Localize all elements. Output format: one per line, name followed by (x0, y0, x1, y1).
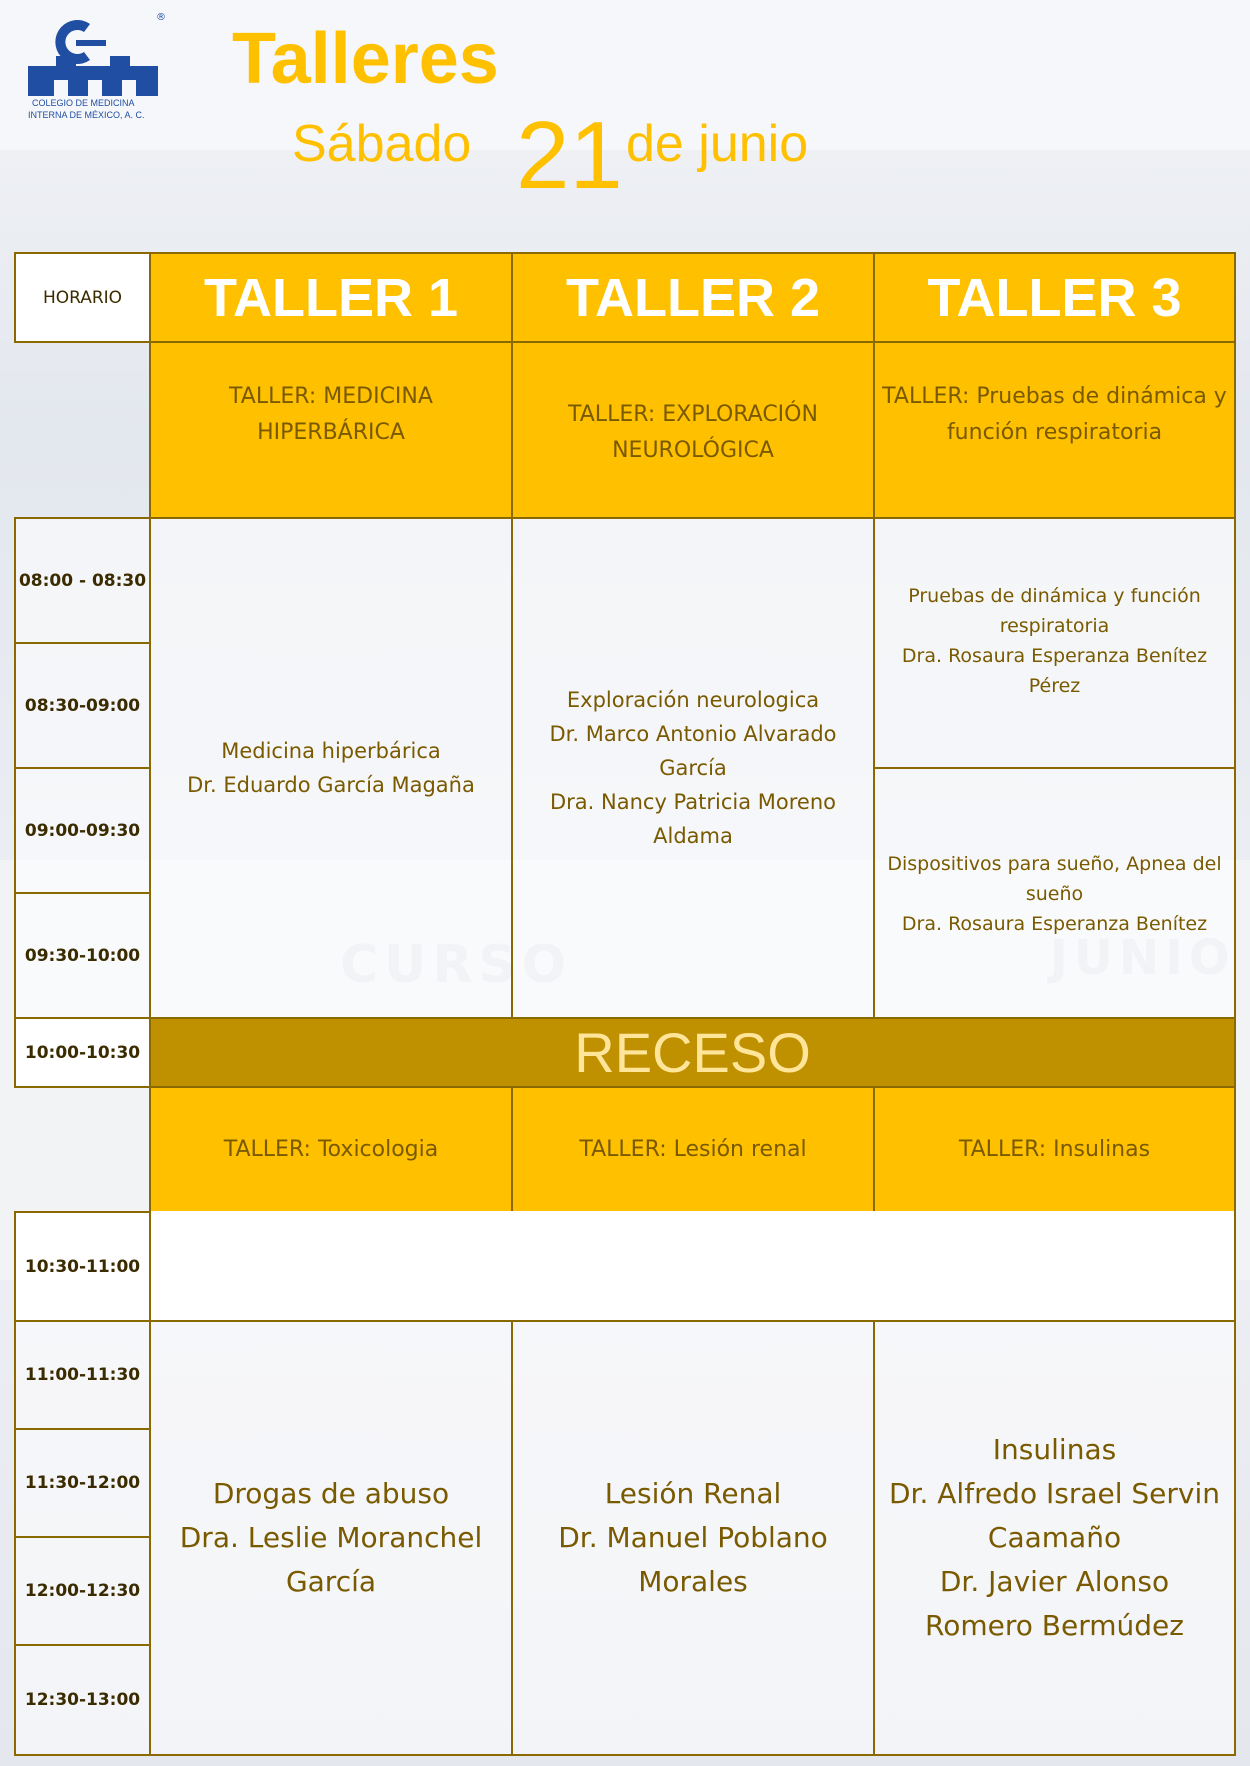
time-label: 09:00-09:30 (24, 820, 141, 841)
logo-line-1: COLEGIO DE MEDICINA (32, 98, 135, 108)
horario-label: HORARIO (42, 287, 123, 308)
session-title: Dispositivos para sueño, Apnea del (887, 853, 1222, 875)
session-title: Exploración neurologica (566, 688, 820, 712)
taller-1-title: TALLER: MEDICINA HIPERBÁRICA (229, 384, 433, 445)
session-title: Pruebas de dinámica y función (908, 585, 1201, 607)
time-cell (14, 1644, 151, 1756)
taller-2-title: TALLER: EXPLORACIÓN NEUROLÓGICA (568, 402, 818, 463)
receso-label: RECESO (574, 1021, 811, 1084)
taller-1-afternoon-title-cell (149, 1086, 513, 1213)
taller-1-label: TALLER 1 (204, 267, 458, 328)
taller-2-morning-session (511, 517, 875, 1019)
session-speaker: Dr. Eduardo García Magaña (187, 773, 475, 797)
session-title: Drogas de abuso (212, 1477, 450, 1510)
session-speaker: Dr. Javier Alonso (939, 1565, 1170, 1598)
time-label: 12:30-13:00 (24, 1690, 141, 1710)
taller-3-morning-session-a (873, 517, 1236, 769)
session-speaker: Caamaño (987, 1521, 1122, 1554)
session-speaker: García (659, 756, 727, 780)
college-logo-icon (28, 18, 158, 98)
horario-header-cell (14, 252, 151, 343)
time-cell (14, 1320, 151, 1430)
taller-2-header (511, 252, 875, 343)
taller-3-label: TALLER 3 (927, 267, 1182, 328)
receso-banner (149, 1017, 1236, 1088)
date-day: Sábado (292, 115, 472, 173)
session-speaker: Dra. Rosaura Esperanza Benítez (901, 913, 1208, 935)
session-title: Medicina hiperbárica (221, 739, 441, 763)
time-cell (14, 1428, 151, 1538)
taller-3-morning-session-b (873, 767, 1236, 1019)
session-speaker: Dra. Rosaura Esperanza Benítez (901, 645, 1208, 667)
time-cell (14, 1211, 151, 1322)
time-label: 08:30-09:00 (24, 695, 141, 716)
taller-2-afternoon-title-cell (511, 1086, 875, 1213)
time-cell (14, 1536, 151, 1646)
taller-3-title-cell (873, 341, 1236, 519)
time-label: 11:00-11:30 (24, 1365, 141, 1385)
taller-3-afternoon-title-cell (873, 1086, 1236, 1213)
time-label: 12:00-12:30 (24, 1581, 141, 1601)
taller-1-header (149, 252, 513, 343)
taller-1-title-cell (149, 341, 513, 519)
session-speaker: Morales (638, 1565, 748, 1598)
taller-2-afternoon-session (511, 1320, 875, 1756)
time-cell (14, 517, 151, 644)
session-speaker: Aldama (653, 824, 733, 848)
taller-1-afternoon-title: TALLER: Toxicologia (223, 1136, 439, 1162)
session-speaker: Dra. Nancy Patricia Moreno (550, 790, 836, 814)
session-speaker: Dr. Manuel Poblano (558, 1521, 828, 1554)
taller-3-title: TALLER: Pruebas de dinámica y función respiratoria (882, 384, 1227, 445)
taller-3-header (873, 252, 1236, 343)
taller-3-afternoon-title: TALLER: Insulinas (958, 1136, 1151, 1162)
session-speaker: Dr. Marco Antonio Alvarado (549, 722, 837, 746)
empty-slot-row (149, 1211, 1236, 1322)
registered-mark: ® (156, 12, 166, 23)
session-speaker: Dra. Leslie Moranchel (179, 1521, 483, 1554)
session-speaker: Romero Bermúdez (925, 1609, 1184, 1642)
time-cell (14, 767, 151, 894)
taller-1-afternoon-session (149, 1320, 513, 1756)
page-title: Talleres (232, 19, 499, 99)
date-month: de junio (626, 115, 809, 173)
time-cell (14, 892, 151, 1019)
session-speaker: Pérez (1028, 675, 1081, 697)
time-label: 09:30-10:00 (24, 945, 141, 966)
session-title: Insulinas (992, 1433, 1117, 1466)
logo-line-2: INTERNA DE MÉXICO, A. C. (28, 110, 145, 120)
session-title: respiratoria (999, 615, 1110, 637)
session-speaker: Dr. Alfredo Israel Servin (888, 1477, 1221, 1510)
time-label: 10:00-10:30 (24, 1042, 141, 1063)
time-label: 08:00 - 08:30 (18, 570, 147, 591)
session-speaker: García (285, 1565, 377, 1598)
taller-2-label: TALLER 2 (566, 267, 820, 328)
session-title: Lesión Renal (604, 1477, 782, 1510)
taller-2-title-cell (511, 341, 875, 519)
taller-2-afternoon-title: TALLER: Lesión renal (579, 1136, 807, 1162)
taller-1-morning-session (149, 517, 513, 1019)
session-title: sueño (1025, 883, 1084, 905)
receso-time-cell (14, 1017, 151, 1088)
taller-3-afternoon-session (873, 1320, 1236, 1756)
logo (28, 12, 166, 128)
time-label: 10:30-11:00 (24, 1256, 141, 1277)
date-number: 21 (516, 102, 623, 209)
time-label: 11:30-12:00 (24, 1473, 141, 1493)
time-cell (14, 642, 151, 769)
